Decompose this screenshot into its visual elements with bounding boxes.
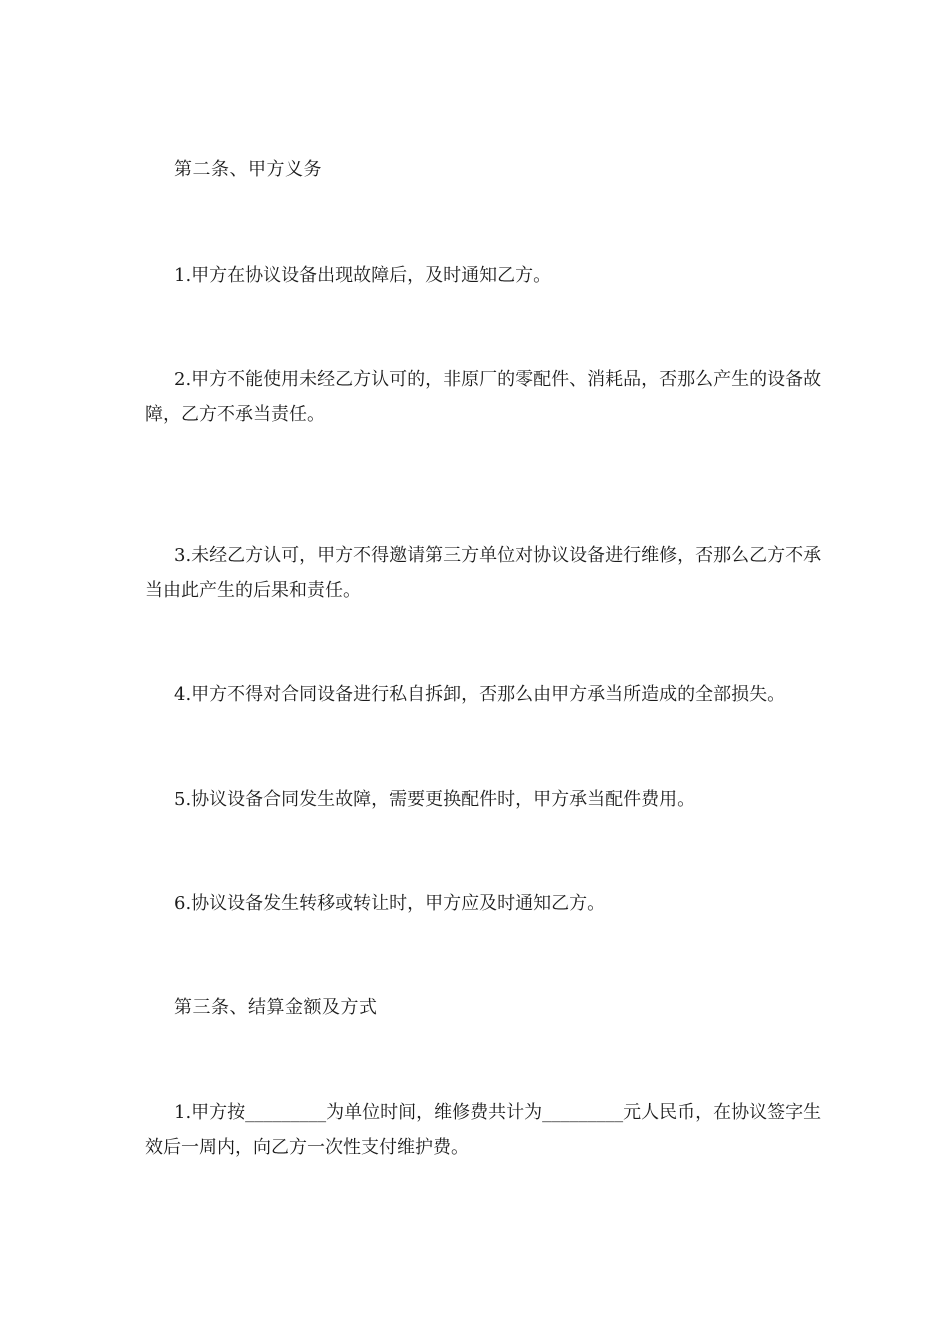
- section-2-title: 第二条、甲方义务: [174, 159, 322, 180]
- section-3-title: 第三条、结算金额及方式: [174, 997, 378, 1018]
- section-2-item-6: 6.协议设备发生转移或转让时，甲方应及时通知乙方。: [174, 893, 606, 914]
- section-2-item-4: 4.甲方不得对合同设备进行私自拆卸，否那么由甲方承当所造成的全部损失。: [174, 684, 786, 705]
- section-2-item-2: 2.甲方不能使用未经乙方认可的，非原厂的零配件、消耗品，否那么产生的设备故障，乙方不承当责任。: [145, 369, 822, 425]
- section-3-item-1: 1.甲方按_________为单位时间，维修费共计为_________元人民币，在协议签字生效后一周内，向乙方一次性支付维护费。: [145, 1102, 822, 1158]
- section-2-item-5: 5.协议设备合同发生故障，需要更换配件时，甲方承当配件费用。: [174, 789, 696, 810]
- section-2-item-1: 1.甲方在协议设备出现故障后，及时通知乙方。: [174, 265, 552, 286]
- section-2-item-3: 3.未经乙方认可，甲方不得邀请第三方单位对协议设备进行维修，否那么乙方不承当由此产生的后果和责任。: [145, 545, 822, 601]
